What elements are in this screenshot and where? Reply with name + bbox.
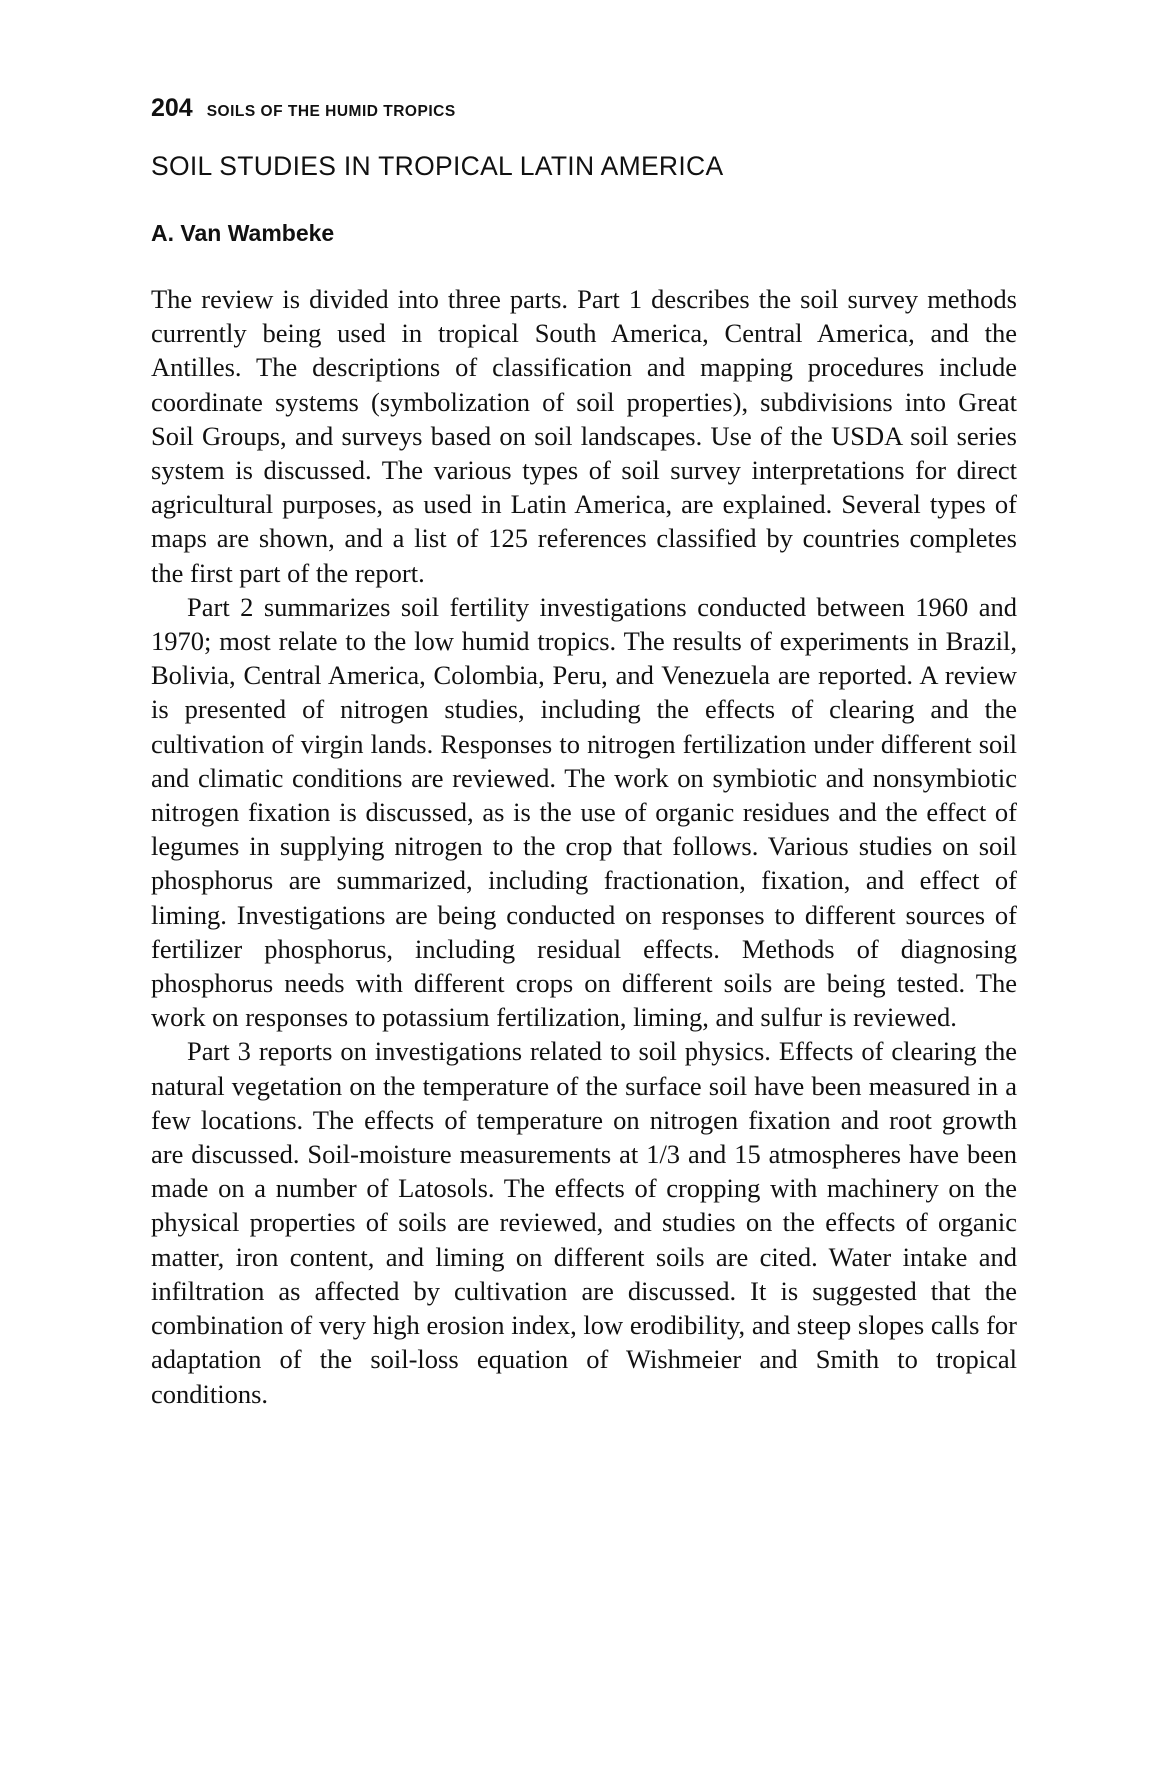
paragraph-part-1: The review is divided into three parts. Part 1 describes the soil survey methods currently being used in tropical South America, Central America, and the Antilles. The descriptions of classification and mapping procedures include coordinate systems (symbolization of soil properties), subdivisions into Great Soil Groups, and surveys based on soil landscapes. Use of the USDA soil series system is discussed. The various types of soil survey interpretations for direct agricultural purposes, as used in Latin America, are explained. Several types of maps are shown, and a list of 125 references classified by countries completes the first part of the report. (151, 284, 1017, 588)
document-page (151, 88, 1017, 1411)
page-number: 204 (151, 94, 193, 122)
article-body (151, 282, 1017, 1411)
running-head (151, 88, 1017, 128)
book-title: SOILS OF THE HUMID TROPICS (206, 103, 456, 120)
article-title: SOIL STUDIES IN TROPICAL LATIN AMERICA (151, 151, 724, 181)
paragraph-part-2: Part 2 summarizes soil fertility investigations conducted between 1960 and 1970; most relate to the low humid tropics. The results of experiments in Brazil, Bolivia, Central America, Colombia, Peru, and Venezuela are reported. A review is presented of nitrogen studies, including the effects of clearing and the cultivation of virgin lands. Responses to nitrogen fertilization under different soil and climatic conditions are reviewed. The work on symbiotic and nonsymbiotic nitrogen fixation is discussed, as is the use of organic residues and the effect of legumes in supplying nitrogen to the crop that follows. Various studies on soil phosphorus are summarized, including fractionation, fixation, and effect of liming. Investigations are being conducted on responses to different sources of fertilizer phosphorus, including residual effects. Methods of diagnosing phosphorus needs with different crops on different soils are being tested. The work on responses to potassium fertilization, liming, and sulfur is reviewed. (151, 591, 1017, 1033)
author-name: A. Van Wambeke (151, 220, 335, 246)
paragraph-part-3: Part 3 reports on investigations related to soil physics. Effects of clearing the natural vegetation on the temperature of the surface soil have been measured in a few locations. The effects of temperature on nitrogen fixation and root growth are discussed. Soil-moisture measurements at 1/3 and 15 atmospheres have been made on a number of Latosols. The effects of cropping with machinery on the physical properties of soils are reviewed, and studies on the effects of organic matter, iron content, and liming on different soils are cited. Water intake and infiltration as affected by cultivation are discussed. It is suggested that the combination of very high erosion index, low erodibility, and steep slopes calls for adaptation of the soil-loss equation of Wishmeier and Smith to tropical conditions. (151, 1036, 1017, 1409)
